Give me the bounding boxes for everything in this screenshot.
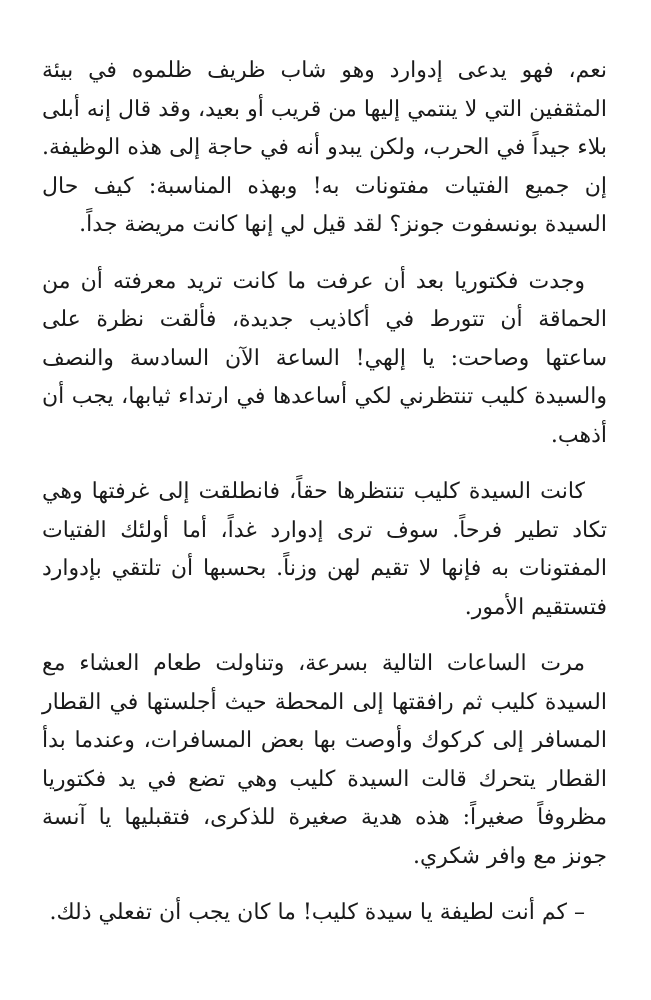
- paragraph-2: وجدت فكتوريا بعد أن عرفت ما كانت تريد معرفته أن من الحماقة أن تتورط في أكاذيب جديدة، فألقت نظرة على ساعتها وصاحت: يا إلهي! الساعة الآن السادسة والنصف والسيدة كليب تنتظرني لكي أساعدها في ارتداء ثيابها، يجب أن أذهب.: [42, 268, 607, 448]
- book-page: [42, 52, 607, 951]
- paragraph-5-dialogue: – كم أنت لطيفة يا سيدة كليب! ما كان يجب أن تفعلي ذلك.: [49, 900, 585, 925]
- paragraph-4: مرت الساعات التالية بسرعة، وتناولت طعام العشاء مع السيدة كليب ثم رافقتها إلى المحطة حيث أجلستها في القطار المسافر إلى كركوك وأوصت بها بعض المسافرات، وعندما بدأ القطار يتحرك قالت السيدة كليب وهي تضع في يد فكتوريا مظروفاً صغيراً: هذه هدية صغيرة للذكرى، فتقبليها يا آنسة جونز مع وافر شكري.: [42, 651, 607, 869]
- paragraph-1: نعم، فهو يدعى إدوارد وهو شاب ظريف ظلموه في بيئة المثقفين التي لا ينتمي إليها من قريب أو بعيد، وقد قال إنه أبلى بلاء جيداً في الحرب، ولكن يبدو أنه في حاجة إلى هذه الوظيفة. إن جميع الفتيات مفتونات به! وبهذه المناسبة: كيف حال السيدة بونسفوت جونز؟ لقد قيل لي إنها كانت مريضة جداً.: [42, 58, 607, 237]
- paragraph-3: كانت السيدة كليب تنتظرها حقاً، فانطلقت إلى غرفتها وهي تكاد تطير فرحاً. سوف ترى إدوارد غداً، أما أولئك الفتيات المفتونات به فإنها لا تقيم لهن وزناً. بحسبها أن تلتقي بإدوارد فتستقيم الأمور.: [42, 479, 607, 620]
